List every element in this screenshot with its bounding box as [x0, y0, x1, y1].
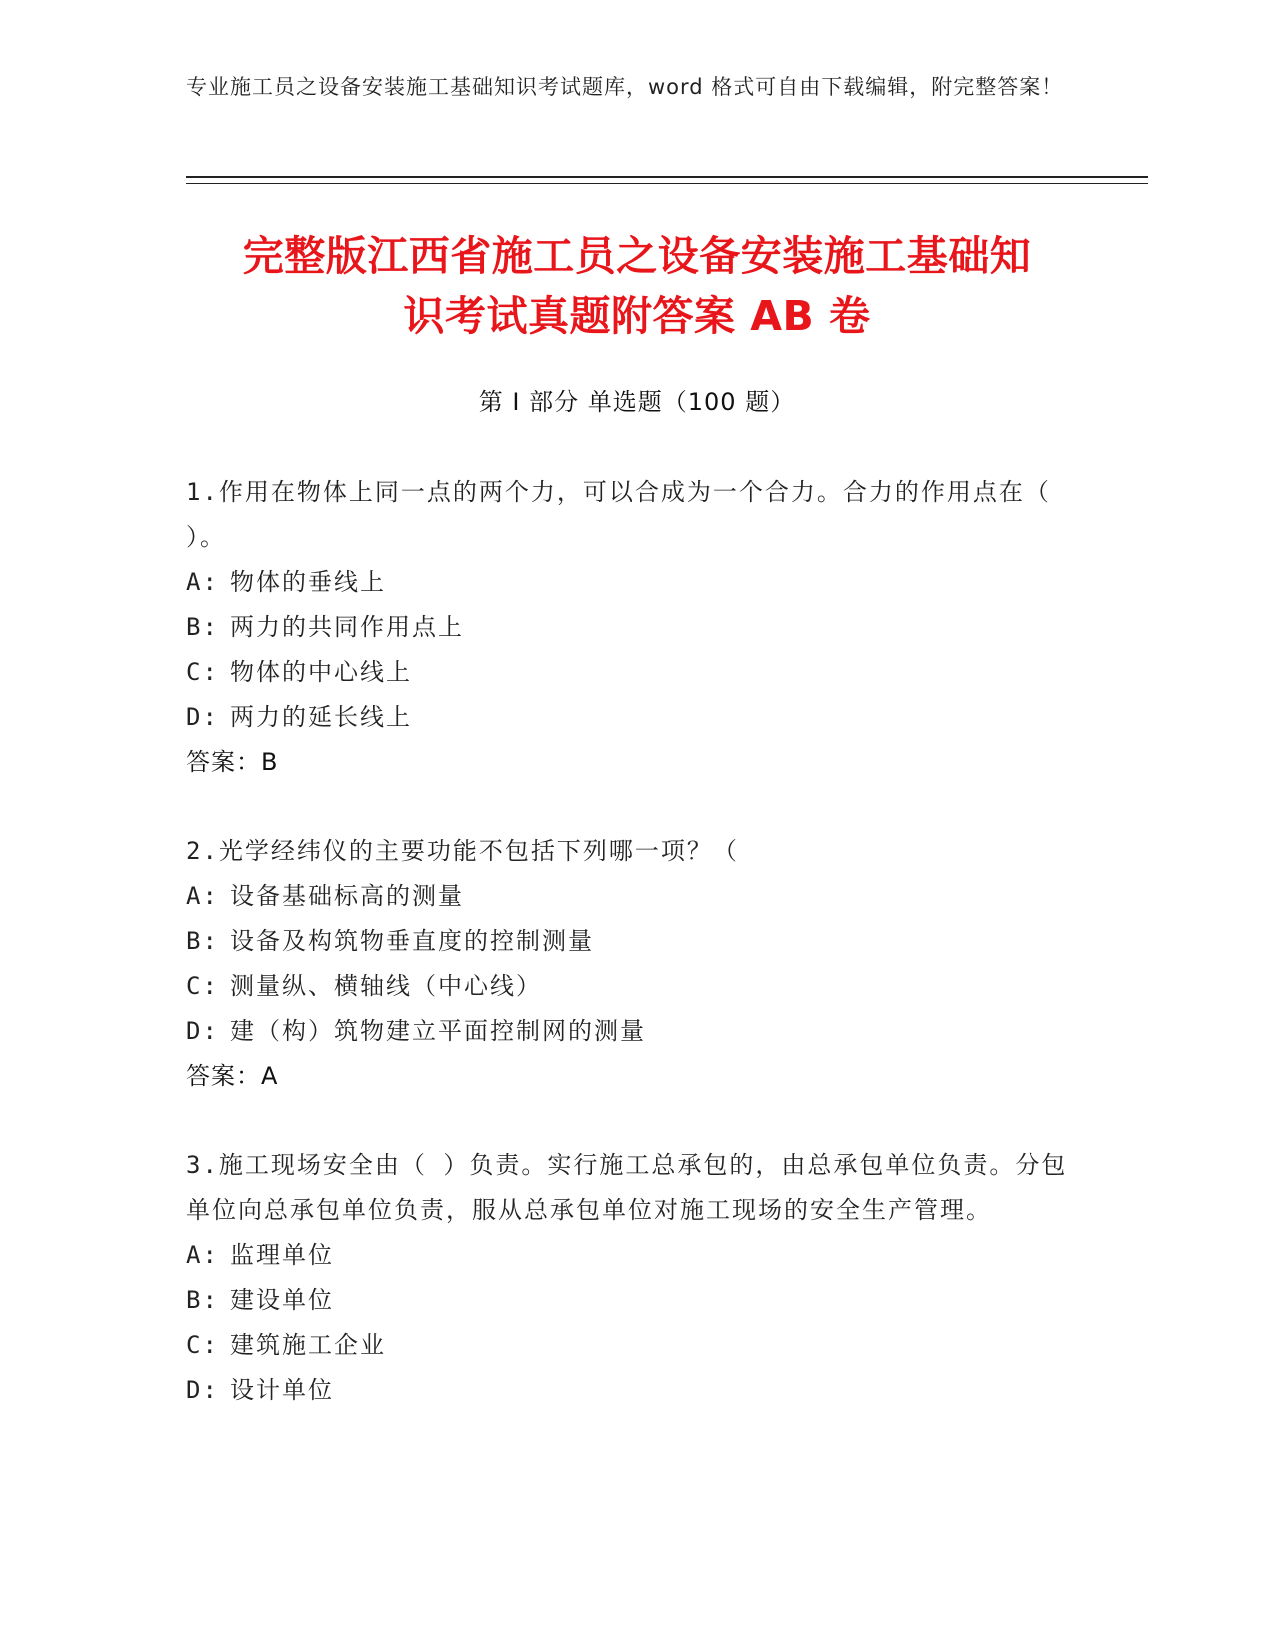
option-letter: B:: [186, 927, 219, 955]
section-heading: 第 I 部分 单选题（100 题）: [478, 388, 796, 416]
question-list: [186, 470, 1086, 1457]
option-letter: B:: [186, 1286, 219, 1314]
option-b: [186, 605, 1086, 650]
option-text: 设备基础标高的测量: [230, 882, 464, 910]
option-text: 两力的共同作用点上: [230, 613, 464, 641]
option-letter: B:: [186, 613, 219, 641]
question-1: [186, 470, 1086, 785]
answer-line: 答案：B: [186, 748, 279, 776]
option-a: [186, 560, 1086, 605]
option-a: [186, 1233, 1086, 1278]
option-letter: C:: [186, 658, 219, 686]
option-c: [186, 650, 1086, 695]
option-text: 设备及构筑物垂直度的控制测量: [230, 927, 594, 955]
answer-line: 答案：A: [186, 1062, 279, 1090]
document-title-line-1: 完整版江西省施工员之设备安装施工基础知: [242, 232, 1032, 280]
question-text: 3.施工现场安全由（ ）负责。实行施工总承包的，由总承包单位负责。分包单位向总承包单位负责，服从总承包单位对施工现场的安全生产管理。: [186, 1151, 1068, 1224]
option-d: [186, 1368, 1086, 1413]
document-title: [186, 226, 1088, 346]
question-text: 2.光学经纬仪的主要功能不包括下列哪一项？（: [186, 837, 739, 865]
question-text: 1.作用在物体上同一点的两个力，可以合成为一个合力。合力的作用点在（ ）。: [186, 478, 1051, 551]
option-letter: C:: [186, 972, 219, 1000]
option-text: 监理单位: [230, 1241, 334, 1269]
header-divider-thick: [186, 176, 1148, 178]
option-text: 设计单位: [230, 1376, 334, 1404]
header-divider-thin: [186, 183, 1148, 184]
option-d: [186, 695, 1086, 740]
option-letter: C:: [186, 1331, 219, 1359]
option-b: [186, 919, 1086, 964]
option-d: [186, 1009, 1086, 1054]
option-letter: D:: [186, 703, 219, 731]
option-letter: D:: [186, 1017, 219, 1045]
option-text: 物体的垂线上: [230, 568, 386, 596]
option-text: 测量纵、横轴线（中心线）: [230, 972, 542, 1000]
question-2: [186, 829, 1086, 1099]
option-text: 建筑施工企业: [230, 1331, 386, 1359]
option-letter: D:: [186, 1376, 219, 1404]
option-text: 物体的中心线上: [230, 658, 412, 686]
option-text: 建（构）筑物建立平面控制网的测量: [230, 1017, 646, 1045]
option-c: [186, 1323, 1086, 1368]
option-b: [186, 1278, 1086, 1323]
option-letter: A:: [186, 568, 219, 596]
document-title-line-2: 识考试真题附答案 AB 卷: [403, 292, 871, 340]
header-note: 专业施工员之设备安装施工基础知识考试题库，word 格式可自由下载编辑，附完整答案！: [186, 75, 1064, 99]
option-letter: A:: [186, 1241, 219, 1269]
option-c: [186, 964, 1086, 1009]
option-text: 建设单位: [230, 1286, 334, 1314]
option-letter: A:: [186, 882, 219, 910]
option-a: [186, 874, 1086, 919]
option-text: 两力的延长线上: [230, 703, 412, 731]
question-3: [186, 1143, 1086, 1413]
